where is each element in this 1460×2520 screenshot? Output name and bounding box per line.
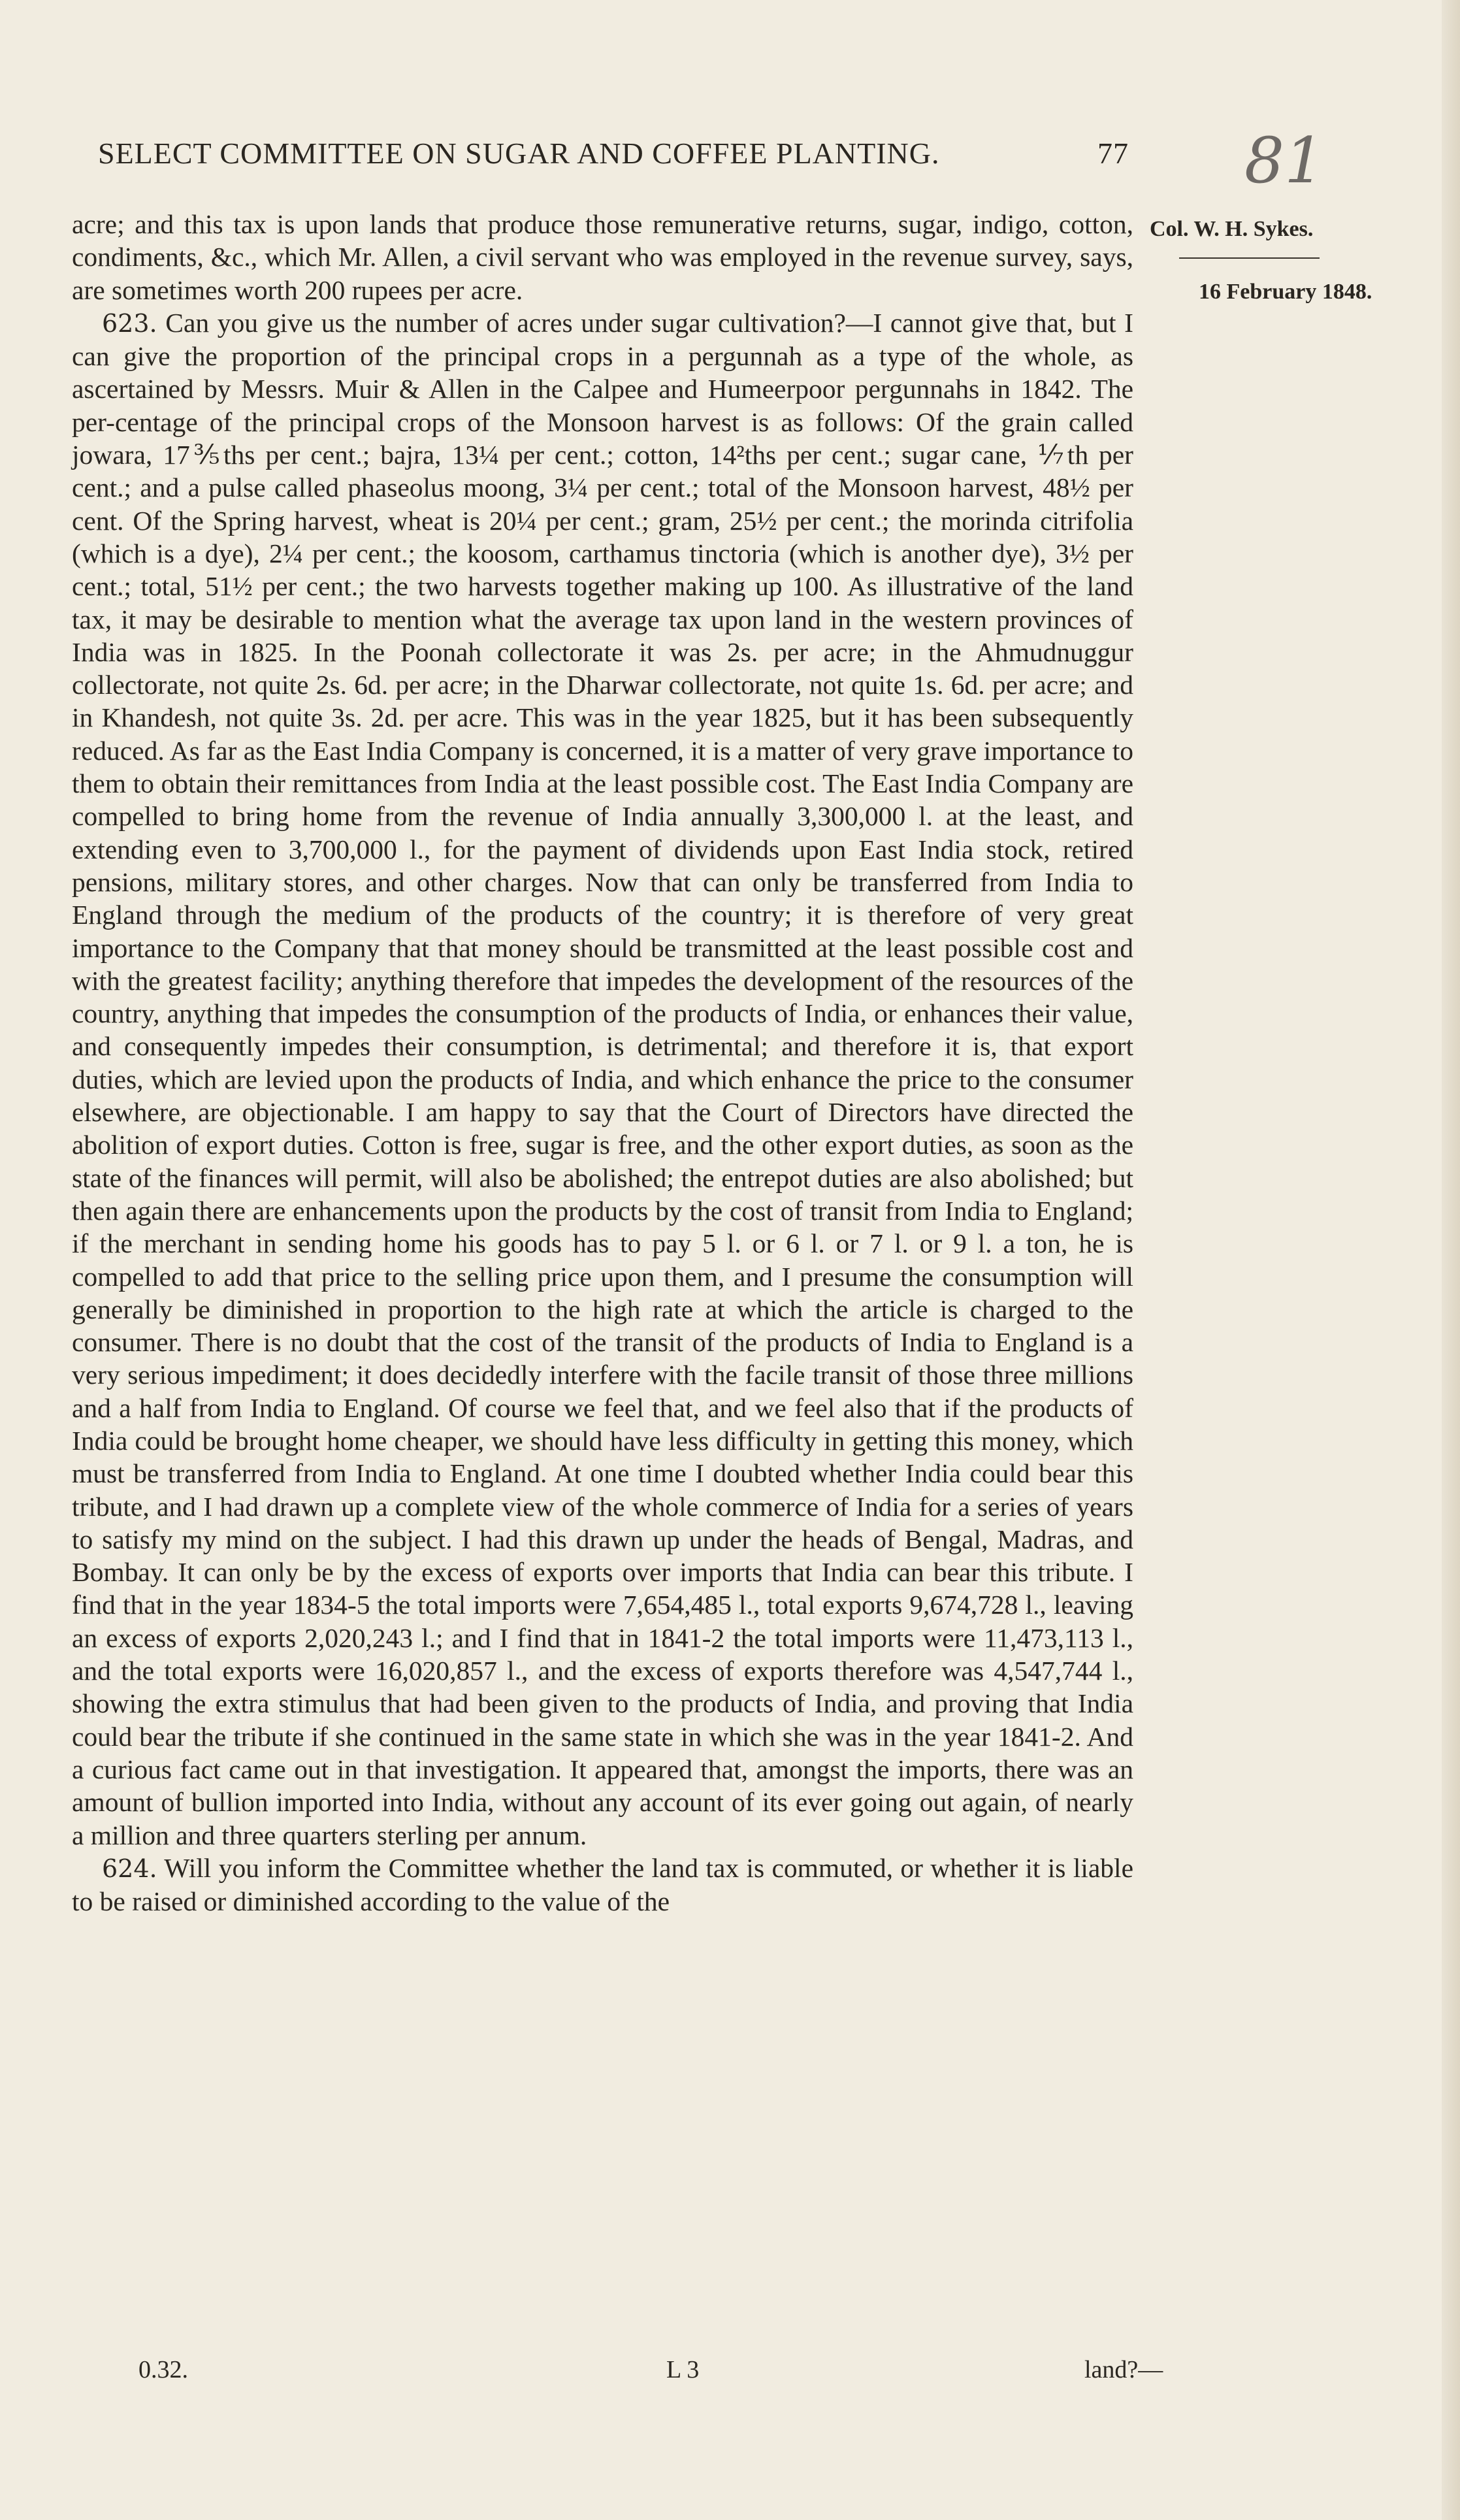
question-623 (72, 306, 1133, 1852)
paragraph-text: acre; and this tax is upon lands that produce those remunerative returns, sugar, indigo, cotton, condiments, &c., which Mr. Allen, a civil servant who was employed in the revenue survey, says, are sometimes worth 200 rupees per acre. (72, 209, 1133, 305)
question-624 (72, 1852, 1133, 1918)
paragraph-text: Can you give us the number of acres under sugar cultivation?—I cannot give that, but I can give the proportion of the principal crops in a pergunnah as a type of the whole, as ascertained by Messrs. Muir & Allen in the Calpee and Humeerpoor pergunnahs in 1842. The per-centage of the principal crops of the Monsoon harvest is as follows: Of the grain called jowara, 17⅗ths per cent.; bajra, 13¼ per cent.; cotton, 14²ths per cent.; sugar cane, ⅐th per cent.; and a pulse called phaseolus moong, 3¼ per cent.; total of the Monsoon harvest, 48½ per cent. Of the Spring harvest, wheat is 20¼ per cent.; gram, 25½ per cent.; the morinda citrifolia (which is a dye), 2¼ per cent.; the koosom, carthamus tinctoria (which is another dye), 3½ per cent.; total, 51½ per cent.; the two harvests together making up 100. As illustrative of the land tax, it may be desirable to mention what the average tax upon land in the western provinces of India was in 1825. In the Poonah collectorate it was 2s. per acre; in the Ahmudnuggur collectorate, not quite 2s. 6d. per acre; in the Dharwar collectorate, not quite 1s. 6d. per acre; and in Khandesh, not quite 3s. 2d. per acre. This was in the year 1825, but it has been subsequently reduced. As far as the East India Company is concerned, it is a matter of very grave importance to them to obtain their remittances from India at the least possible cost. The East India Company are compelled to bring home from the revenue of India annually 3,300,000 l. at the least, and extending even to 3,700,000 l., for the payment of dividends upon East India stock, retired pensions, military stores, and other charges. Now that can only be transferred from India to England through the medium of the products of the country; it is therefore of very great importance to the Company that that money should be transmitted at the least possible cost and with the greatest facility; anything therefore that impedes the development of the resources of the country, anything that impedes the consumption of the products of India, or enhances their value, and consequently impedes their consumption, is detrimental; and therefore it is, that export duties, which are levied upon the products of India, and which enhance the price to the consumer elsewhere, are objectionable. I am happy to say that the Court of Directors have directed the abolition of export duties. Cotton is free, sugar is free, and the other export duties, as soon as the state of the finances will permit, will also be abolished; the entrepot duties are also abolished; but then again there are enhancements upon the products by the cost of transit from India to England; if the merchant in sending home his goods has to pay 5 l. or 6 l. or 7 l. or 9 l. a ton, he is compelled to add that price to the selling price upon them, and I presume the consumption will generally be diminished in proportion to the high rate at which the article is charged to the consumer. There is no doubt that the cost of the transit of the products of India to England is a very serious impediment; it does decidedly interfere with the facile transit of those three millions and a half from India to England. Of course we feel that, and we feel also that if the products of India could be brought home cheaper, we should have less difficulty in getting this money, which must be transferred from India to England. At one time I doubted whether India could bear this tribute, and I had drawn up a complete view of the whole commerce of India for a series of years to satisfy my mind on the subject. I had this drawn up under the heads of Bengal, Madras, and Bombay. It can only be by the excess of exports over imports that India can bear this tribute. I find that in the year 1834-5 the total imports were 7,654,485 l., total exports 9,674,728 l., leaving an excess of exports 2,020,243 l.; and I find that in 1841-2 the total imports were 11,473,113 l., and the total exports were 16,020,857 l., and the excess of exports therefore was 4,547,744 l., showing the extra stimulus that had been given to the products of India, and proving that India could bear the tribute if she continued in the same state in which she was in the year 1841-2. And a curious fact came out in that investigation. It appeared that, amongst the imports, there was an amount of bullion imported into India, without any account of its ever going out again, of nearly a million and three quarters sterling per annum. (72, 307, 1134, 1850)
testimony-body (72, 208, 1133, 1918)
paragraph-text: Will you inform the Committee whether the land tax is commuted, or whether it is liable to be raised or diminished according to the value of the (72, 1852, 1133, 1917)
page-edge (1442, 0, 1460, 2520)
date-sidenote: 16 February 1848. (1199, 280, 1372, 304)
handwritten-folio-number: 81 (1244, 124, 1325, 197)
page-number: 77 (1097, 137, 1129, 170)
sidenote-rule (1179, 257, 1320, 259)
running-header (98, 136, 1143, 182)
footer-signature-mark: L 3 (666, 2356, 700, 2383)
witness-sidenote: Col. W. H. Sykes. (1150, 217, 1314, 241)
footer-catchword: land?— (1084, 2356, 1163, 2383)
question-number: 623. (102, 308, 157, 338)
paragraph-continuation (72, 208, 1133, 306)
question-number: 624. (102, 1854, 157, 1883)
footer-sheet-code: 0.32. (138, 2356, 188, 2383)
header-title: SELECT COMMITTEE ON SUGAR AND COFFEE PLANTING. (98, 137, 940, 170)
